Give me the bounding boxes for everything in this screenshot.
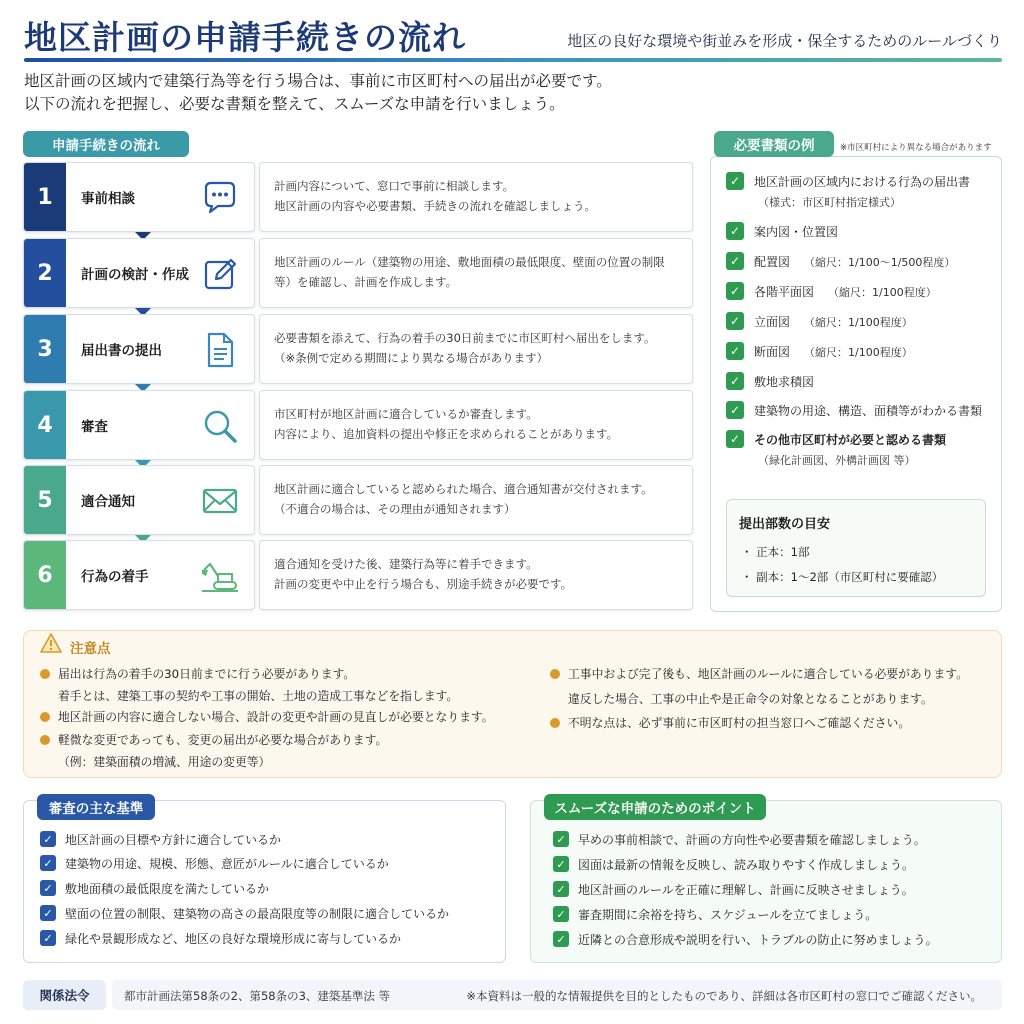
- doc-item-label: [754, 253, 955, 270]
- flow-step: [23, 314, 693, 384]
- check-icon: ✓: [40, 930, 56, 946]
- caution-text: 工事中および完了後も、地区計画のルールに適合している必要があります。: [568, 667, 968, 681]
- copies-title: 提出部数の目安: [739, 517, 831, 532]
- check-icon: ✓: [40, 855, 56, 871]
- doc-item-name: 立面図: [754, 315, 791, 329]
- doc-item-label: 案内図・位置図: [754, 225, 839, 239]
- related-laws-text: 都市計画法第58条の2、第58条の3、建築基準法 等: [124, 989, 391, 1003]
- step-description-line: 地区計画に適合していると認められた場合、適合通知書が交付されます。: [274, 482, 653, 496]
- doc-item-scale: （縮尺：1/100〜1/500程度）: [804, 256, 956, 269]
- header-rule: [24, 58, 1002, 62]
- step-description: [259, 540, 693, 610]
- flow-step: [23, 540, 693, 610]
- step-box: [23, 314, 255, 384]
- doc-item-label: [754, 283, 937, 300]
- step-description-line: 地区計画の内容や必要書類、手続きの流れを確認しましょう。: [274, 199, 596, 213]
- doc-item-label: 敷地求積図: [754, 375, 815, 389]
- step-number: 2: [24, 239, 66, 307]
- doc-item-name: 各階平面図: [754, 285, 815, 299]
- caution-text: 不明な点は、必ず事前に市区町村の担当窓口へご確認ください。: [568, 716, 911, 730]
- caution-text-sub: 着手とは、建築工事の契約や工事の開始、土地の造成工事などを指します。: [58, 689, 459, 703]
- tip-item-label: 審査期間に余裕を持ち、スケジュールを立てましょう。: [578, 908, 878, 922]
- pencil-edit-icon: [200, 254, 240, 294]
- step-title: 適合通知: [81, 494, 135, 510]
- step-title: 計画の検討・作成: [81, 267, 189, 283]
- tip-item-label: 早めの事前相談で、計画の方向性や必要書類を確認しましょう。: [578, 833, 926, 847]
- doc-item-sub: （緑化計画図、外構計画図 等）: [758, 454, 916, 467]
- caution-heading: 注意点: [70, 641, 111, 657]
- step-title: 事前相談: [81, 191, 135, 207]
- bullet-dot: [40, 735, 50, 745]
- page-subtitle: 地区の良好な環境や街並みを形成・保全するためのルールづくり: [567, 32, 1002, 50]
- related-laws-box: [112, 980, 1002, 1010]
- step-number: 3: [24, 315, 66, 383]
- caution-text: 軽微な変更であっても、変更の届出が必要な場合があります。: [58, 733, 388, 747]
- copies-line: ・ 正本：1部: [741, 545, 810, 559]
- check-icon: ✓: [726, 222, 744, 240]
- criteria-item-label: 緑化や景観形成など、地区の良好な環境形成に寄与しているか: [65, 932, 402, 946]
- doc-item-label: 地区計画の区域内における行為の届出書: [754, 175, 971, 189]
- docs-note: ※市区町村により異なる場合があります: [840, 143, 992, 153]
- step-number: 5: [24, 466, 66, 534]
- criteria-item-label: 敷地面積の最低限度を満たしているか: [65, 882, 270, 896]
- check-icon: ✓: [553, 881, 569, 897]
- caution-text-sub: 違反した場合、工事の中止や是正命令の対象となることがあります。: [568, 692, 933, 706]
- step-description: [259, 465, 693, 535]
- magnifier-icon: [200, 406, 240, 446]
- step-description-line: 計画内容について、窓口で事前に相談します。: [274, 179, 515, 193]
- criteria-item-label: 建築物の用途、規模、形態、意匠がルールに適合しているか: [65, 857, 389, 871]
- step-description-line: （※条例で定める期間により異なる場合があります）: [274, 351, 549, 365]
- step-description-line: （不適合の場合は、その理由が通知されます）: [274, 502, 516, 516]
- tip-item-label: 地区計画のルールを正確に理解し、計画に反映させましょう。: [578, 883, 914, 897]
- caution-text: 届出は行為の着手の30日前までに行う必要があります。: [58, 667, 356, 681]
- intro-text: [24, 70, 1004, 116]
- step-box: [23, 162, 255, 232]
- step-number: 6: [24, 541, 66, 609]
- flow-heading: 申請手続きの流れ: [23, 131, 189, 157]
- check-icon: ✓: [553, 831, 569, 847]
- bullet-dot: [550, 718, 560, 728]
- step-description: [259, 162, 693, 232]
- doc-item-label: [754, 313, 913, 330]
- step-title: 届出書の提出: [81, 343, 162, 359]
- check-icon: ✓: [40, 831, 56, 847]
- doc-item-scale: （縮尺：1/100程度）: [804, 346, 913, 359]
- disclaimer-text: ※本資料は一般的な情報提供を目的としたものであり、詳細は各市区町村の窓口でご確認ください。: [466, 989, 982, 1003]
- step-description: [259, 390, 693, 460]
- check-icon: ✓: [553, 856, 569, 872]
- criteria-item-label: 地区計画の目標や方針に適合しているか: [65, 833, 282, 847]
- check-icon: ✓: [553, 931, 569, 947]
- check-icon: ✓: [726, 401, 744, 419]
- doc-item-label: その他市区町村が必要と認める書類: [754, 433, 947, 447]
- step-box: [23, 540, 255, 610]
- page-header: [24, 12, 1002, 62]
- check-icon: ✓: [726, 252, 744, 270]
- check-icon: ✓: [553, 906, 569, 922]
- step-title: 審査: [81, 419, 108, 435]
- intro-line: 地区計画の区域内で建築行為等を行う場合は、事前に市区町村への届出が必要です。: [24, 72, 612, 90]
- doc-item-name: 断面図: [754, 345, 791, 359]
- tip-item-label: 図面は最新の情報を反映し、読み取りやすく作成しましょう。: [578, 858, 915, 872]
- step-number: 4: [24, 391, 66, 459]
- warning-icon: [40, 633, 62, 653]
- step-box: [23, 238, 255, 308]
- bullet-dot: [40, 669, 50, 679]
- step-description-line: 等）を確認し、計画を作成します。: [274, 275, 458, 289]
- step-description: [259, 238, 693, 308]
- check-icon: ✓: [726, 372, 744, 390]
- chat-bubble-icon: [200, 178, 240, 218]
- step-description-line: 必要書類を添えて、行為の着手の30日前までに市区町村へ届出をします。: [274, 331, 656, 345]
- bullet-dot: [550, 669, 560, 679]
- excavator-icon: [200, 556, 240, 596]
- step-number: 1: [24, 163, 66, 231]
- step-description-line: 内容により、追加資料の提出や修正を求められることがあります。: [274, 427, 619, 441]
- docs-heading: 必要書類の例: [714, 131, 834, 157]
- check-icon: ✓: [40, 880, 56, 896]
- step-description-line: 計画の変更や中止を行う場合も、別途手続きが必要です。: [274, 577, 573, 591]
- copies-box: [726, 499, 986, 597]
- check-icon: ✓: [726, 430, 744, 448]
- doc-item-scale: （縮尺：1/100程度）: [804, 316, 913, 329]
- tips-heading: スムーズな申請のためのポイント: [544, 794, 766, 820]
- step-description-line: 適合通知を受けた後、建築行為等に着手できます。: [274, 557, 538, 571]
- intro-line: 以下の流れを把握し、必要な書類を整えて、スムーズな申請を行いましょう。: [24, 95, 565, 113]
- flow-step: [23, 238, 693, 308]
- flow-step: [23, 390, 693, 460]
- check-icon: ✓: [40, 905, 56, 921]
- flow-step: [23, 465, 693, 535]
- doc-item-label: 建築物の用途、構造、面積等がわかる書類: [754, 404, 983, 418]
- doc-item-scale: （縮尺：1/100程度）: [828, 286, 937, 299]
- check-icon: ✓: [726, 282, 744, 300]
- caution-text: 地区計画の内容に適合しない場合、設計の変更や計画の見直しが必要となります。: [58, 710, 494, 724]
- envelope-icon: [200, 481, 240, 521]
- check-icon: ✓: [726, 172, 744, 190]
- copies-line: ・ 副本：1〜2部（市区町村に要確認）: [741, 570, 944, 584]
- step-description: [259, 314, 693, 384]
- step-box: [23, 390, 255, 460]
- tip-item-label: 近隣との合意形成や説明を行い、トラブルの防止に努めましょう。: [578, 933, 938, 947]
- check-icon: ✓: [726, 342, 744, 360]
- page-title: 地区計画の申請手続きの流れ: [24, 18, 466, 57]
- step-title: 行為の着手: [81, 569, 149, 585]
- criteria-heading: 審査の主な基準: [37, 794, 155, 820]
- caution-text-sub: （例：建築面積の増減、用途の変更等）: [58, 755, 271, 769]
- document-icon: [200, 330, 240, 370]
- doc-item-sub: （様式：市区町村指定様式）: [758, 196, 901, 209]
- check-icon: ✓: [726, 312, 744, 330]
- step-description-line: 市区町村が地区計画に適合しているか審査します。: [274, 407, 538, 421]
- flow-step: [23, 162, 693, 232]
- doc-item-name: 配置図: [754, 255, 791, 269]
- step-box: [23, 465, 255, 535]
- bullet-dot: [40, 712, 50, 722]
- related-laws-label: 関係法令: [23, 980, 106, 1010]
- criteria-item-label: 壁面の位置の制限、建築物の高さの最高限度等の制限に適合しているか: [65, 907, 450, 921]
- step-description-line: 地区計画のルール（建築物の用途、敷地面積の最低限度、壁面の位置の制限: [274, 255, 665, 269]
- doc-item-label: [754, 343, 913, 360]
